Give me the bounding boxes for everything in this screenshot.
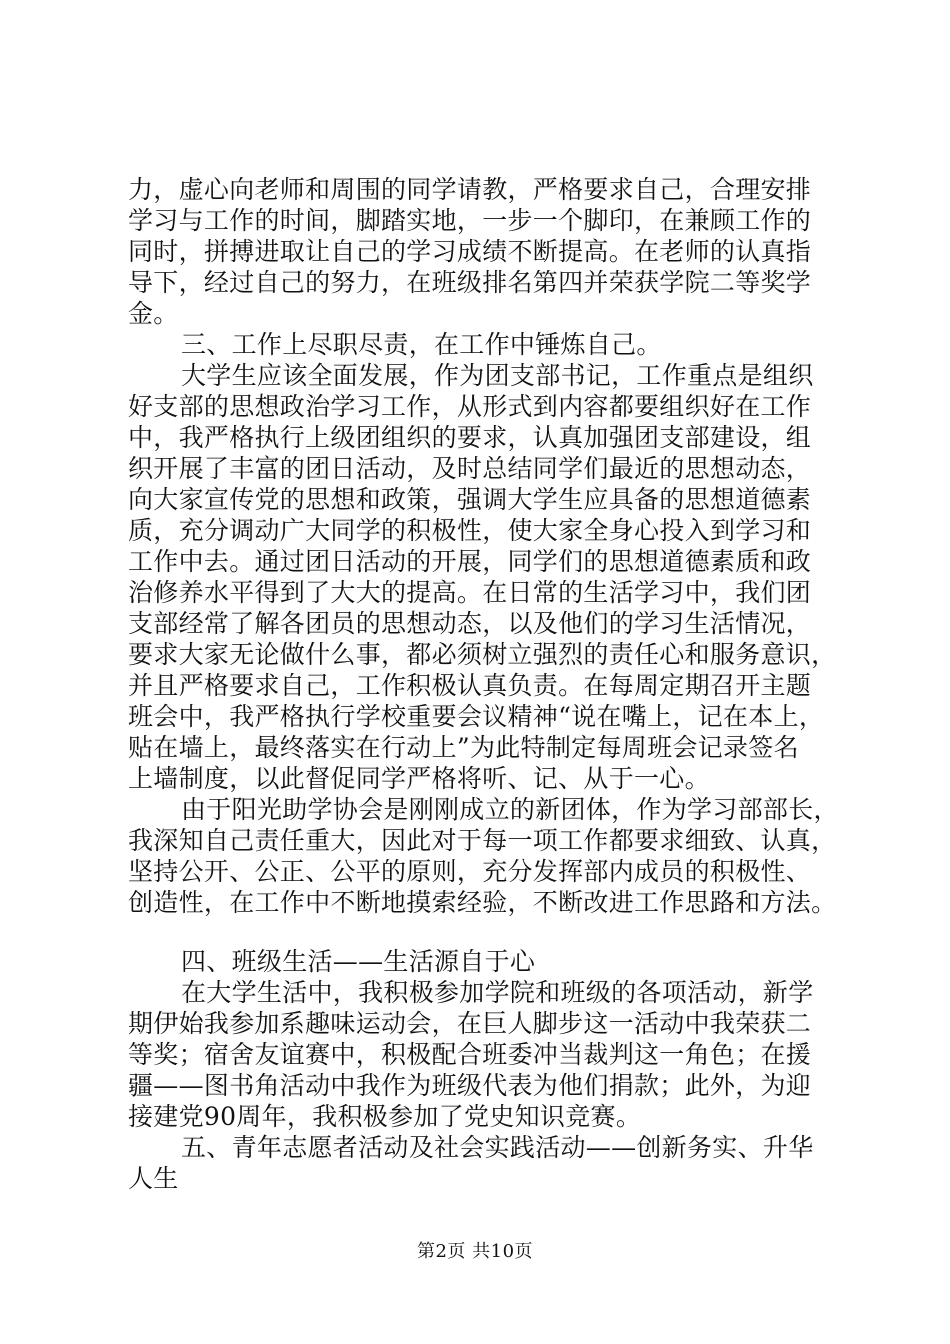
text-line: 织开展了丰富的团日活动，及时总结同学们最近的思想动态， [128, 454, 812, 483]
text-line: 中，我严格执行上级团组织的要求，认真加强团支部建设，组 [128, 423, 812, 452]
text-line: 上墙制度，以此督促同学严格将听、记、从于一心。 [128, 764, 710, 793]
section-heading: 三、工作上尽职尽责，在工作中锤炼自己。 [181, 330, 662, 359]
document-body [128, 174, 848, 1194]
text-line: 学习与工作的时间，脚踏实地，一步一个脚印，在兼顾工作的 [128, 206, 812, 235]
text-line: 创造性，在工作中不断地摸索经验，不断改进工作思路和方法。 [128, 888, 837, 917]
text-line: 人生 [128, 1164, 179, 1193]
text-line: 并且严格要求自己，工作积极认真负责。在每周定期召开主题 [128, 671, 812, 700]
text-line: 支部经常了解各团员的思想动态，以及他们的学习生活情况， [128, 609, 812, 638]
section-heading: 四、班级生活——生活源自于心 [181, 947, 536, 976]
text-line: 治修养水平得到了大大的提高。在日常的生活学习中，我们团 [128, 578, 812, 607]
paragraph-start: 由于阳光助学协会是刚刚成立的新团体，作为学习部部长， [181, 795, 839, 824]
text-line: 坚持公开、公正、公平的原则，充分发挥部内成员的积极性、 [128, 857, 812, 886]
text-line: 金。 [128, 299, 179, 328]
text-line: 疆——图书角活动中我作为班级代表为他们捐款；此外，为迎 [128, 1071, 812, 1100]
text-line: 工作中去。通过团日活动的开展，同学们的思想道德素质和政 [128, 547, 812, 576]
text-line: 等奖；宿舍友谊赛中，积极配合班委冲当裁判这一角色；在援 [128, 1040, 812, 1069]
text-line: 好支部的思想政治学习工作，从形式到内容都要组织好在工作 [128, 392, 812, 421]
text-line: 向大家宣传党的思想和政策，强调大学生应具备的思想道德素 [128, 485, 812, 514]
paragraph-start: 在大学生活中，我积极参加学院和班级的各项活动，新学 [181, 978, 814, 1007]
paragraph-start: 大学生应该全面发展，作为团支部书记，工作重点是组织 [181, 361, 814, 390]
text-line: 接建党90周年，我积极参加了党史知识竞赛。 [128, 1102, 642, 1131]
text-line: 同时，拼搏进取让自己的学习成绩不断提高。在老师的认真指 [128, 237, 812, 266]
page-number-footer: 第2页 共10页 [416, 1241, 534, 1262]
text-line: 导下，经过自己的努力，在班级排名第四并荣获学院二等奖学 [128, 268, 812, 297]
text-line: 我深知自己责任重大，因此对于每一项工作都要求细致、认真， [128, 826, 837, 855]
text-line: 班会中，我严格执行学校重要会议精神“说在嘴上，记在本上， [128, 702, 825, 731]
text-line: 期伊始我参加系趣味运动会，在巨人脚步这一活动中我荣获二 [128, 1009, 812, 1038]
text-line: 力，虚心向老师和周围的同学请教，严格要求自己，合理安排 [128, 175, 812, 204]
section-heading: 五、青年志愿者活动及社会实践活动——创新务实、升华 [181, 1133, 814, 1162]
text-line: 要求大家无论做什么事，都必须树立强烈的责任心和服务意识， [128, 640, 837, 669]
text-line: 质，充分调动广大同学的积极性，使大家全身心投入到学习和 [128, 516, 812, 545]
text-line: 贴在墙上，最终落实在行动上”为此特制定每周班会记录签名 [128, 733, 799, 762]
